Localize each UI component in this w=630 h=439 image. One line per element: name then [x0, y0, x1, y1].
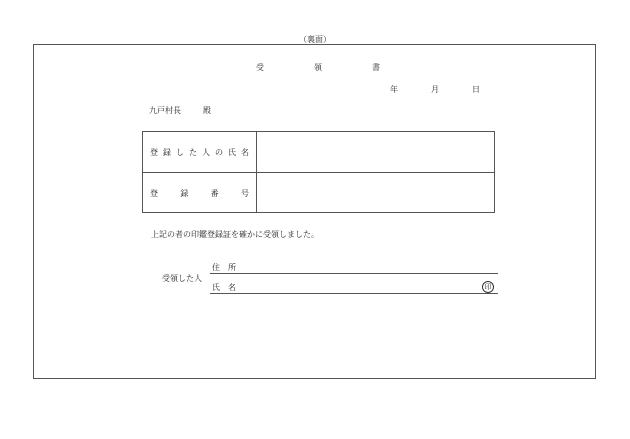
label-char: 録 — [180, 188, 189, 198]
label-char: 登 — [150, 188, 158, 198]
label-char: 名 — [241, 147, 249, 157]
label-char: 録 — [163, 147, 171, 157]
label-char: の — [215, 147, 223, 157]
seal-icon: 印 — [482, 281, 494, 293]
date-month-label: 月 — [431, 85, 439, 94]
table-row — [143, 132, 494, 173]
label-char: 住 — [212, 263, 220, 272]
label-char: し — [176, 147, 184, 157]
registration-number-field[interactable] — [258, 173, 494, 213]
addressee — [149, 105, 211, 116]
document-title — [256, 62, 380, 73]
registrant-name-label — [143, 132, 257, 172]
registration-number-label — [143, 173, 257, 213]
addressee-name: 九戸村長 — [149, 106, 181, 115]
date-year-label: 年 — [390, 85, 398, 94]
page-side-label: （裏面） — [299, 35, 331, 44]
receiver-label: 受領した人 — [162, 274, 202, 283]
title-char: 領 — [314, 63, 322, 72]
receiver-address-line[interactable] — [210, 261, 498, 274]
registration-table — [142, 131, 495, 213]
label-char: 人 — [202, 147, 210, 157]
addressee-honorific: 殿 — [203, 106, 211, 115]
label-char: 名 — [228, 283, 236, 292]
receipt-statement: 上記の者の印鑑登録証を確かに受領しました。 — [151, 230, 319, 239]
receiver-name-line[interactable] — [210, 281, 498, 294]
label-char: 氏 — [228, 147, 236, 157]
address-label — [212, 262, 236, 273]
table-row — [143, 173, 494, 213]
registrant-name-field[interactable] — [258, 132, 494, 172]
label-char: 氏 — [212, 283, 220, 292]
title-char: 受 — [256, 63, 264, 72]
label-char: 番 — [210, 188, 219, 198]
title-char: 書 — [372, 63, 380, 72]
label-char: 登 — [150, 147, 158, 157]
date-day-label: 日 — [472, 85, 480, 94]
label-char: 号 — [240, 188, 249, 198]
name-label — [212, 282, 236, 293]
label-char: た — [189, 147, 197, 157]
label-char: 所 — [228, 263, 236, 272]
